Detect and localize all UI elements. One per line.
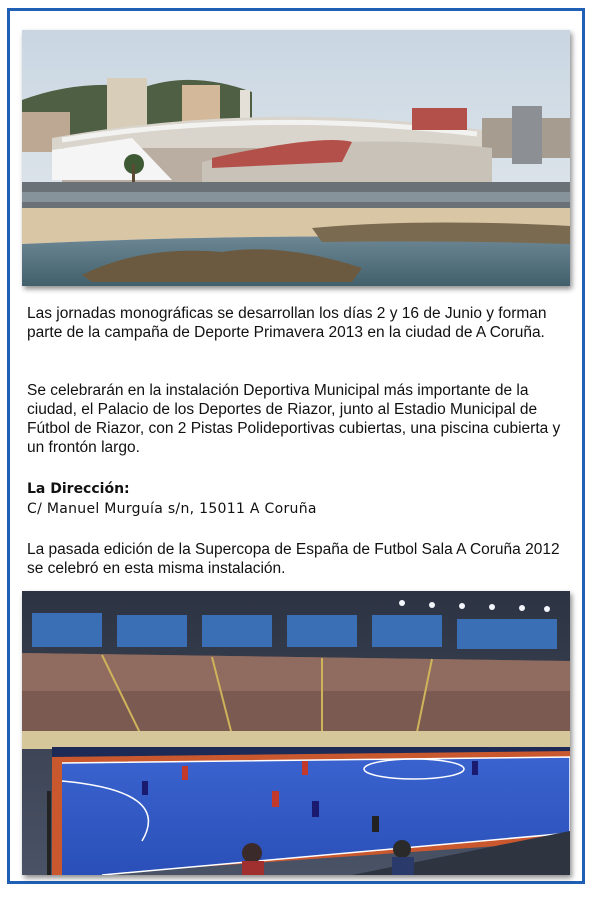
stadium-beach-photo — [22, 30, 570, 286]
futsal-arena-photo — [22, 591, 570, 875]
venue-paragraph: Se celebrarán en la instalación Deportiva Municipal más importante de la ciudad, el Palacio de los Deportes de Riazor, junto al Estadio Municipal de Fútbol de Riazor, con 2 Pistas Polideportivas cubiertas, una piscina cubierta y un frontón largo. — [27, 382, 561, 456]
address-title: La Dirección: — [27, 481, 130, 497]
history-paragraph: La pasada edición de la Supercopa de España de Futbol Sala A Coruña 2012 se celebró en esta misma instalación. — [27, 541, 560, 577]
address-line: C/ Manuel Murguía s/n, 15011 A Coruña — [27, 501, 317, 517]
intro-paragraph: Las jornadas monográficas se desarrollan los días 2 y 16 de Junio y forman parte de la campaña de Deporte Primavera 2013 en la ciudad de A Coruña. — [27, 305, 547, 341]
